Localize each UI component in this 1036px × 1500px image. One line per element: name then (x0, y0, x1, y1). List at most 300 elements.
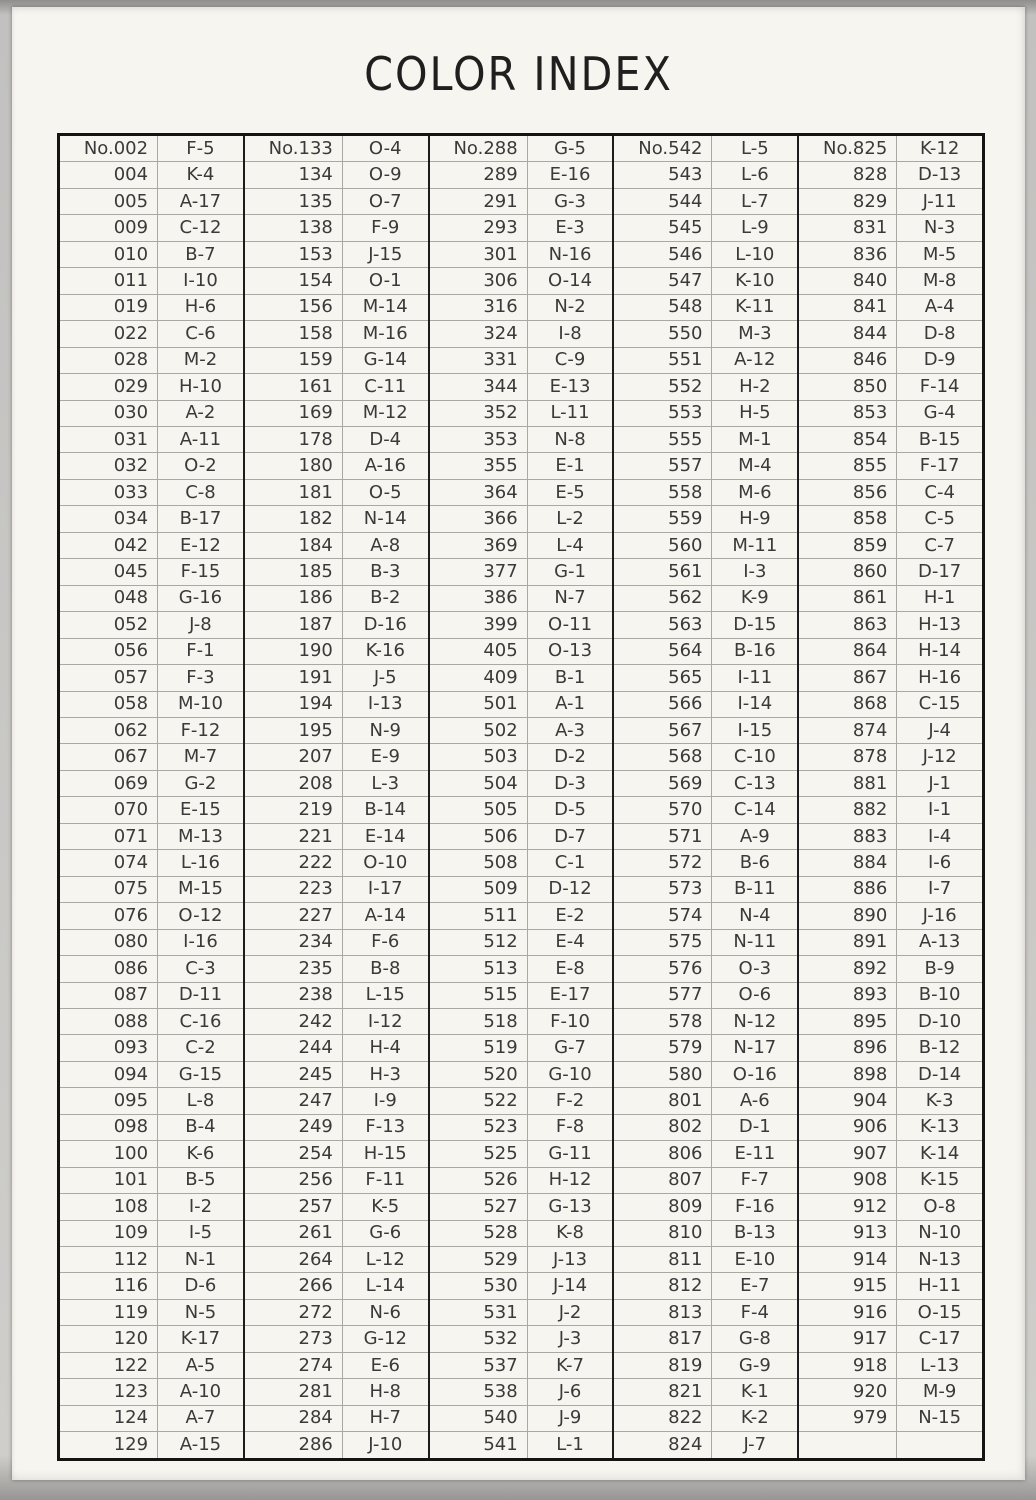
color-code-cell: L-11 (527, 401, 613, 426)
color-number-cell: 548 (668, 296, 703, 318)
table-row (60, 639, 243, 665)
table-row (799, 824, 982, 850)
table-column-group (60, 136, 245, 1458)
color-number-cell: 009 (113, 217, 149, 239)
table-row (430, 877, 613, 903)
color-code-cell: D-14 (896, 1062, 982, 1087)
table-row (614, 983, 797, 1009)
color-code-cell: B-13 (711, 1221, 797, 1246)
color-code-cell: H-9 (711, 506, 797, 531)
table-row (430, 903, 613, 929)
color-code-cell: J-5 (342, 665, 428, 690)
color-number-cell: 070 (113, 799, 149, 821)
table-row (60, 533, 243, 559)
color-code-cell: C-16 (157, 1009, 243, 1034)
color-number-cell: 546 (668, 243, 703, 265)
color-number-cell: 577 (668, 984, 703, 1006)
table-row (60, 189, 243, 215)
color-number-cell: 893 (852, 984, 888, 1006)
color-code-cell: A-4 (896, 295, 982, 320)
color-number-cell: 056 (113, 640, 149, 662)
color-code-cell: C-11 (342, 374, 428, 399)
color-number-cell: 884 (852, 851, 888, 873)
table-row (430, 427, 613, 453)
color-number-cell: 186 (298, 587, 333, 609)
table-row (799, 586, 982, 612)
color-code-cell: B-7 (157, 242, 243, 267)
color-number-cell: 134 (298, 164, 333, 186)
table-row (614, 744, 797, 770)
table-row (245, 824, 428, 850)
color-code-cell: L-14 (342, 1273, 428, 1298)
color-code-cell: O-15 (896, 1300, 982, 1325)
color-code-cell: K-17 (157, 1326, 243, 1351)
color-number-cell: 185 (298, 560, 333, 582)
color-number-cell: No.542 (638, 137, 703, 159)
color-number-cell: 863 (852, 613, 888, 635)
color-number-cell: 531 (483, 1301, 518, 1323)
table-row (430, 824, 613, 850)
color-code-cell: G-6 (342, 1221, 428, 1246)
color-code-cell: A-10 (157, 1379, 243, 1404)
color-code-cell: J-8 (157, 612, 243, 637)
color-number-cell: 100 (113, 1142, 149, 1164)
color-number-cell: 506 (483, 825, 518, 847)
color-number-cell: 512 (483, 931, 518, 953)
color-code-cell: M-9 (896, 1379, 982, 1404)
color-number-cell: 011 (113, 269, 149, 291)
color-number-cell: 256 (298, 1169, 333, 1191)
table-row (60, 1406, 243, 1432)
table-row (430, 1379, 613, 1405)
color-code-cell: A-1 (527, 692, 613, 717)
color-number-cell: 519 (483, 1037, 518, 1059)
color-number-cell: 562 (668, 587, 703, 609)
color-code-cell: E-2 (527, 903, 613, 928)
color-number-cell: 222 (298, 851, 333, 873)
color-number-cell: 048 (113, 587, 149, 609)
table-row (614, 1379, 797, 1405)
table-row (799, 1115, 982, 1141)
color-code-cell: A-17 (157, 189, 243, 214)
color-code-cell: C-15 (896, 692, 982, 717)
table-row (430, 956, 613, 982)
color-code-cell: J-12 (896, 744, 982, 769)
color-code-cell: A-2 (157, 401, 243, 426)
color-number-cell: 525 (483, 1142, 518, 1164)
color-number-cell: 552 (668, 375, 703, 397)
color-number-cell: 858 (852, 508, 888, 530)
color-number-cell: 254 (298, 1142, 333, 1164)
color-code-cell: B-17 (157, 506, 243, 531)
color-number-cell: 353 (483, 428, 518, 450)
color-code-cell: N-7 (527, 586, 613, 611)
color-number-cell: 502 (483, 719, 518, 741)
color-number-cell: 809 (668, 1195, 703, 1217)
color-number-cell: 558 (668, 481, 703, 503)
table-row (430, 533, 613, 559)
color-code-cell: E-9 (342, 744, 428, 769)
color-code-cell: I-13 (342, 692, 428, 717)
color-number-cell: 529 (483, 1248, 518, 1270)
color-number-cell: 861 (852, 587, 888, 609)
table-row (614, 1300, 797, 1326)
color-code-cell: D-12 (527, 877, 613, 902)
color-number-cell: 109 (113, 1222, 149, 1244)
color-number-cell: 916 (852, 1301, 888, 1323)
table-row (799, 268, 982, 294)
color-code-cell: B-4 (157, 1115, 243, 1140)
table-row (245, 612, 428, 638)
color-number-cell: 918 (852, 1354, 888, 1376)
color-number-cell: 195 (298, 719, 333, 741)
color-code-cell: F-12 (157, 718, 243, 743)
color-code-cell: A-16 (342, 453, 428, 478)
color-number-cell: 541 (483, 1433, 518, 1455)
color-code-cell: E-10 (711, 1247, 797, 1272)
table-row (60, 242, 243, 268)
table-row (60, 586, 243, 612)
color-number-cell: 062 (113, 719, 149, 741)
table-row (430, 321, 613, 347)
color-code-cell: E-6 (342, 1353, 428, 1378)
color-number-cell: 821 (668, 1381, 703, 1403)
color-number-cell: 553 (668, 402, 703, 424)
table-row (245, 1141, 428, 1167)
table-row (799, 559, 982, 585)
color-code-cell: J-16 (896, 903, 982, 928)
color-code-cell: G-16 (157, 586, 243, 611)
color-code-cell: G-4 (896, 401, 982, 426)
table-row (430, 1009, 613, 1035)
color-number-cell: 920 (852, 1381, 888, 1403)
table-row (430, 215, 613, 241)
table-row (799, 956, 982, 982)
table-row (614, 453, 797, 479)
color-code-cell: D-5 (527, 797, 613, 822)
color-code-cell: F-1 (157, 639, 243, 664)
table-row (245, 1247, 428, 1273)
color-code-cell: G-14 (342, 348, 428, 373)
color-number-cell: 005 (113, 190, 149, 212)
color-code-cell: A-14 (342, 903, 428, 928)
color-number-cell: 555 (668, 428, 703, 450)
color-code-cell: M-2 (157, 348, 243, 373)
color-code-cell: H-15 (342, 1141, 428, 1166)
table-row (60, 692, 243, 718)
color-code-cell: H-11 (896, 1273, 982, 1298)
table-row (60, 744, 243, 770)
color-number-cell: 874 (852, 719, 888, 741)
color-number-cell: 194 (298, 693, 333, 715)
color-code-cell: O-11 (527, 612, 613, 637)
table-row (614, 612, 797, 638)
color-code-cell: B-15 (896, 427, 982, 452)
color-number-cell: 234 (298, 931, 333, 953)
color-code-cell: C-5 (896, 506, 982, 531)
color-code-cell: I-4 (896, 824, 982, 849)
table-row (614, 692, 797, 718)
color-code-cell: M-11 (711, 533, 797, 558)
table-row (614, 215, 797, 241)
color-code-cell: I-9 (342, 1088, 428, 1113)
color-code-cell: K-10 (711, 268, 797, 293)
table-row (430, 1247, 613, 1273)
color-code-cell: H-5 (711, 401, 797, 426)
color-number-cell: 522 (483, 1090, 518, 1112)
table-row (245, 162, 428, 188)
color-code-cell: L-16 (157, 850, 243, 875)
table-row (430, 1432, 613, 1457)
color-number-cell: 120 (113, 1328, 149, 1350)
table-row (245, 744, 428, 770)
color-number-cell: 124 (113, 1407, 149, 1429)
color-code-cell: J-1 (896, 771, 982, 796)
table-row (614, 1194, 797, 1220)
table-row (430, 1168, 613, 1194)
table-row (430, 797, 613, 823)
color-number-cell: 158 (298, 322, 333, 344)
color-number-cell: 029 (113, 375, 149, 397)
table-row (60, 1141, 243, 1167)
color-number-cell: 086 (113, 957, 149, 979)
color-number-cell: 235 (298, 957, 333, 979)
color-code-cell: B-11 (711, 877, 797, 902)
table-row (799, 612, 982, 638)
color-number-cell: 571 (668, 825, 703, 847)
color-code-cell: F-3 (157, 665, 243, 690)
table-row (799, 427, 982, 453)
color-code-cell: C-7 (896, 533, 982, 558)
table-row (245, 1406, 428, 1432)
table-row (60, 1353, 243, 1379)
color-code-cell: G-15 (157, 1062, 243, 1087)
table-row (614, 1115, 797, 1141)
table-row (614, 189, 797, 215)
table-row (799, 480, 982, 506)
table-row (614, 1353, 797, 1379)
table-row (614, 559, 797, 585)
color-number-cell: 221 (298, 825, 333, 847)
table-row (799, 718, 982, 744)
color-code-cell: F-9 (342, 215, 428, 240)
color-code-cell: M-3 (711, 321, 797, 346)
color-number-cell: 806 (668, 1142, 703, 1164)
color-code-cell: F-4 (711, 1300, 797, 1325)
table-row (614, 374, 797, 400)
color-number-cell: 538 (483, 1381, 518, 1403)
color-number-cell: 219 (298, 799, 333, 821)
table-row (799, 453, 982, 479)
table-row (430, 1088, 613, 1114)
table-row (430, 559, 613, 585)
table-row (614, 771, 797, 797)
color-code-cell: N-5 (157, 1300, 243, 1325)
color-code-cell: C-1 (527, 850, 613, 875)
color-number-cell: 576 (668, 957, 703, 979)
table-row (430, 506, 613, 532)
color-code-cell: K-7 (527, 1353, 613, 1378)
table-row (614, 877, 797, 903)
color-number-cell: 087 (113, 984, 149, 1006)
table-row (60, 1168, 243, 1194)
color-code-cell: M-4 (711, 453, 797, 478)
color-number-cell: 801 (668, 1090, 703, 1112)
color-code-cell: L-9 (711, 215, 797, 240)
table-row (60, 348, 243, 374)
color-number-cell: 856 (852, 481, 888, 503)
table-row (430, 1115, 613, 1141)
color-code-cell: L-6 (711, 162, 797, 187)
color-code-cell: N-10 (896, 1221, 982, 1246)
color-number-cell: 369 (483, 534, 518, 556)
color-number-cell: 033 (113, 481, 149, 503)
table-row (614, 903, 797, 929)
color-number-cell: 864 (852, 640, 888, 662)
color-number-cell: 505 (483, 799, 518, 821)
table-column-group (430, 136, 615, 1458)
color-number-cell: 915 (852, 1275, 888, 1297)
color-code-cell: O-3 (711, 956, 797, 981)
table-row (60, 162, 243, 188)
color-code-cell: L-8 (157, 1088, 243, 1113)
color-code-cell: C-17 (896, 1326, 982, 1351)
color-number-cell: 580 (668, 1063, 703, 1085)
color-code-cell: J-7 (711, 1432, 797, 1457)
color-number-cell: 247 (298, 1090, 333, 1112)
table-row (60, 612, 243, 638)
color-index-table (57, 133, 985, 1461)
color-code-cell: C-6 (157, 321, 243, 346)
color-number-cell: 896 (852, 1037, 888, 1059)
table-row (799, 1221, 982, 1247)
color-code-cell: F-14 (896, 374, 982, 399)
color-number-cell: 572 (668, 851, 703, 873)
table-row (799, 1062, 982, 1088)
color-code-cell: J-3 (527, 1326, 613, 1351)
color-number-cell: 867 (852, 666, 888, 688)
color-code-cell: K-11 (711, 295, 797, 320)
color-number-cell: 509 (483, 878, 518, 900)
table-row (60, 480, 243, 506)
color-code-cell: M-15 (157, 877, 243, 902)
table-row (430, 718, 613, 744)
color-number-cell: 878 (852, 746, 888, 768)
color-number-cell: No.133 (268, 137, 333, 159)
color-number-cell: 567 (668, 719, 703, 741)
table-row (430, 1300, 613, 1326)
color-number-cell: 159 (298, 349, 333, 371)
table-row (614, 348, 797, 374)
color-number-cell: 108 (113, 1195, 149, 1217)
table-row (245, 1062, 428, 1088)
color-code-cell: B-8 (342, 956, 428, 981)
color-code-cell: C-3 (157, 956, 243, 981)
table-row (245, 665, 428, 691)
color-code-cell: F-8 (527, 1115, 613, 1140)
table-row (430, 374, 613, 400)
color-code-cell: B-9 (896, 956, 982, 981)
table-row (799, 162, 982, 188)
table-row (799, 1300, 982, 1326)
color-code-cell: O-7 (342, 189, 428, 214)
color-number-cell: 868 (852, 693, 888, 715)
color-code-cell: C-8 (157, 480, 243, 505)
color-code-cell: O-13 (527, 639, 613, 664)
color-number-cell: 811 (668, 1248, 703, 1270)
color-code-cell: J-13 (527, 1247, 613, 1272)
table-column-group (245, 136, 430, 1458)
table-row (614, 1141, 797, 1167)
table-row (430, 295, 613, 321)
table-row (245, 1009, 428, 1035)
color-code-cell: I-1 (896, 797, 982, 822)
color-code-cell: O-6 (711, 983, 797, 1008)
color-code-cell: C-14 (711, 797, 797, 822)
color-code-cell: M-6 (711, 480, 797, 505)
color-number-cell: 094 (113, 1063, 149, 1085)
table-row (614, 1062, 797, 1088)
color-number-cell: 182 (298, 508, 333, 530)
color-code-cell: C-12 (157, 215, 243, 240)
table-row (614, 718, 797, 744)
color-number-cell: 557 (668, 455, 703, 477)
color-code-cell: M-16 (342, 321, 428, 346)
color-number-cell: 907 (852, 1142, 888, 1164)
table-row (614, 639, 797, 665)
table-row (799, 744, 982, 770)
color-number-cell: 207 (298, 746, 333, 768)
table-row (60, 983, 243, 1009)
color-code-cell: G-9 (711, 1353, 797, 1378)
color-code-cell: E-11 (711, 1141, 797, 1166)
table-row (430, 401, 613, 427)
color-code-cell: E-7 (711, 1273, 797, 1298)
color-number-cell: 824 (668, 1433, 703, 1455)
table-row (245, 1168, 428, 1194)
color-number-cell: 560 (668, 534, 703, 556)
table-row (799, 1088, 982, 1114)
color-number-cell: 547 (668, 269, 703, 291)
color-number-cell: 261 (298, 1222, 333, 1244)
table-row (614, 162, 797, 188)
table-row (799, 215, 982, 241)
color-code-cell: N-2 (527, 295, 613, 320)
color-code-cell: K-3 (896, 1088, 982, 1113)
table-row (799, 401, 982, 427)
color-number-cell: 286 (298, 1433, 333, 1455)
table-row (60, 1247, 243, 1273)
table-row (245, 930, 428, 956)
table-row (614, 1326, 797, 1352)
color-number-cell: 101 (113, 1169, 149, 1191)
color-code-cell: I-16 (157, 930, 243, 955)
color-code-cell: C-9 (527, 348, 613, 373)
table-row (60, 268, 243, 294)
table-row (60, 136, 243, 162)
color-code-cell: L-13 (896, 1353, 982, 1378)
color-code-cell: E-3 (527, 215, 613, 240)
color-code-cell: A-11 (157, 427, 243, 452)
table-row (799, 665, 982, 691)
color-number-cell: 273 (298, 1328, 333, 1350)
table-row (245, 295, 428, 321)
color-code-cell: B-6 (711, 850, 797, 875)
color-code-cell: E-16 (527, 162, 613, 187)
color-code-cell: I-15 (711, 718, 797, 743)
color-code-cell: I-6 (896, 850, 982, 875)
color-number-cell: 530 (483, 1275, 518, 1297)
